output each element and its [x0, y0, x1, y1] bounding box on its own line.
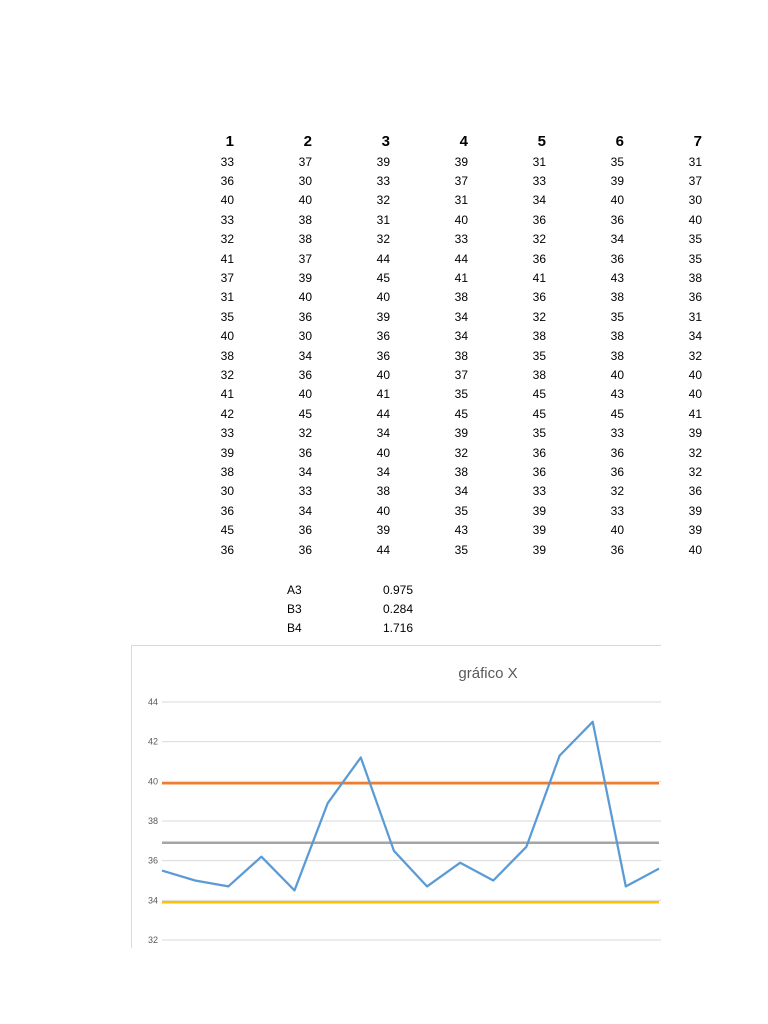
- table-cell: 34: [532, 193, 546, 208]
- table-cell: 36: [610, 445, 624, 460]
- table-cell: 45: [220, 523, 234, 538]
- table-row: [160, 501, 706, 520]
- table-cell: 36: [298, 445, 312, 460]
- table-cell: 38: [376, 484, 390, 499]
- table-cell: 39: [454, 426, 468, 441]
- y-tick-label: 40: [147, 776, 158, 787]
- table-cell: 36: [376, 348, 390, 363]
- table-row: [160, 307, 706, 326]
- table-cell: 38: [454, 290, 468, 305]
- table-cell: 32: [298, 426, 312, 441]
- table-cell: 39: [376, 309, 390, 324]
- table-row: [160, 443, 706, 462]
- table-cell: 35: [454, 503, 468, 518]
- constant-row: [283, 618, 443, 637]
- table-cell: 34: [454, 309, 468, 324]
- table-cell: 35: [532, 426, 546, 441]
- table-cell: 41: [220, 387, 234, 402]
- table-cell: 34: [688, 329, 702, 344]
- table-cell: 45: [454, 406, 468, 421]
- table-row: [160, 540, 706, 559]
- y-tick-label: 32: [147, 935, 158, 945]
- table-cell: 44: [454, 251, 468, 266]
- column-header-5: 5: [537, 132, 546, 150]
- column-header-2: 2: [303, 132, 312, 150]
- table-cell: 31: [688, 154, 702, 169]
- table-cell: 31: [688, 309, 702, 324]
- table-cell: 43: [610, 387, 624, 402]
- column-header-6: 6: [615, 132, 624, 150]
- table-cell: 31: [454, 193, 468, 208]
- y-tick-label: 34: [147, 895, 158, 906]
- table-cell: 44: [376, 406, 390, 421]
- table-cell: 36: [532, 251, 546, 266]
- chart-title: gráfico X: [458, 665, 518, 682]
- y-tick-label: 38: [147, 816, 158, 826]
- table-cell: 40: [454, 212, 468, 227]
- table-cell: 33: [454, 232, 468, 247]
- table-cell: 34: [454, 329, 468, 344]
- constant-name: B3: [287, 601, 302, 616]
- column-header-4: 4: [459, 132, 468, 150]
- table-cell: 35: [688, 232, 702, 247]
- table-cell: 33: [610, 503, 624, 518]
- table-cell: 39: [532, 523, 546, 538]
- table-cell: 32: [688, 445, 702, 460]
- table-cell: 32: [454, 445, 468, 460]
- table-cell: 41: [454, 271, 468, 286]
- table-cell: 37: [298, 251, 312, 266]
- table-cell: 32: [688, 348, 702, 363]
- y-tick-label: 44: [147, 697, 158, 707]
- table-cell: 40: [298, 387, 312, 402]
- table-cell: 32: [376, 193, 390, 208]
- table-row: [160, 210, 706, 229]
- table-row: [160, 346, 706, 365]
- table-cell: 33: [376, 174, 390, 189]
- table-cell: 36: [220, 174, 234, 189]
- table-cell: 36: [532, 290, 546, 305]
- table-cell: 34: [376, 464, 390, 479]
- table-cell: 32: [376, 232, 390, 247]
- table-row: [160, 423, 706, 442]
- table-cell: 35: [532, 348, 546, 363]
- constant-row: [283, 599, 443, 618]
- table-cell: 36: [298, 367, 312, 382]
- y-tick-label: 36: [147, 855, 158, 866]
- table-cell: 41: [688, 406, 702, 421]
- constant-value: 1.716: [383, 620, 414, 635]
- table-cell: 36: [376, 329, 390, 344]
- table-cell: 39: [532, 542, 546, 557]
- table-cell: 40: [376, 290, 390, 305]
- table-cell: 33: [610, 426, 624, 441]
- constant-name: A3: [287, 582, 302, 597]
- table-cell: 38: [220, 464, 234, 479]
- table-cell: 36: [298, 309, 312, 324]
- table-cell: 38: [532, 329, 546, 344]
- table-cell: 32: [610, 484, 624, 499]
- table-cell: 31: [532, 154, 546, 169]
- table-cell: 34: [298, 464, 312, 479]
- table-row: [160, 327, 706, 346]
- table-cell: 40: [610, 523, 624, 538]
- column-header-7: 7: [693, 132, 702, 150]
- constant-value: 0.975: [383, 582, 414, 597]
- table-cell: 43: [454, 523, 468, 538]
- table-cell: 39: [688, 523, 702, 538]
- table-cell: 38: [610, 329, 624, 344]
- table-cell: 32: [532, 309, 546, 324]
- table-cell: 40: [610, 193, 624, 208]
- table-cell: 31: [220, 290, 234, 305]
- table-cell: 39: [454, 154, 468, 169]
- table-row: [160, 520, 706, 539]
- table-cell: 36: [298, 542, 312, 557]
- table-cell: 35: [610, 309, 624, 324]
- table-cell: 45: [298, 406, 312, 421]
- table-row: [160, 268, 706, 287]
- table-cell: 36: [220, 542, 234, 557]
- table-row: [160, 230, 706, 249]
- table-cell: 40: [688, 387, 702, 402]
- table-cell: 36: [532, 212, 546, 227]
- table-cell: 34: [610, 232, 624, 247]
- table-cell: 36: [220, 503, 234, 518]
- constant-value: 0.284: [383, 601, 414, 616]
- table-cell: 39: [298, 271, 312, 286]
- table-row: [160, 288, 706, 307]
- table-cell: 37: [454, 367, 468, 382]
- table-cell: 36: [610, 212, 624, 227]
- table-cell: 38: [532, 367, 546, 382]
- table-row: [160, 249, 706, 268]
- table-cell: 35: [454, 387, 468, 402]
- table-cell: 40: [688, 367, 702, 382]
- table-header-row: [160, 130, 706, 152]
- table-cell: 33: [220, 154, 234, 169]
- table-cell: 30: [298, 329, 312, 344]
- table-row: [160, 152, 706, 171]
- table-cell: 37: [220, 271, 234, 286]
- table-cell: 40: [688, 542, 702, 557]
- table-body: [160, 152, 706, 559]
- table-cell: 38: [220, 348, 234, 363]
- table-cell: 39: [688, 503, 702, 518]
- table-cell: 45: [376, 271, 390, 286]
- table-cell: 44: [376, 251, 390, 266]
- table-cell: 34: [454, 484, 468, 499]
- table-cell: 43: [610, 271, 624, 286]
- constant-row: [283, 580, 443, 599]
- table-cell: 35: [220, 309, 234, 324]
- table-cell: 39: [376, 154, 390, 169]
- table-cell: 31: [376, 212, 390, 227]
- table-cell: 36: [610, 251, 624, 266]
- table-cell: 30: [688, 193, 702, 208]
- table-row: [160, 385, 706, 404]
- table-cell: 36: [610, 542, 624, 557]
- table-cell: 39: [688, 426, 702, 441]
- table-cell: 39: [376, 523, 390, 538]
- table-row: [160, 482, 706, 501]
- table-cell: 45: [610, 406, 624, 421]
- table-cell: 39: [220, 445, 234, 460]
- table-cell: 35: [610, 154, 624, 169]
- chart-container[interactable]: [131, 645, 661, 948]
- table-cell: 32: [220, 367, 234, 382]
- table-cell: 40: [376, 445, 390, 460]
- constant-name: B4: [287, 620, 302, 635]
- table-row: [160, 171, 706, 190]
- table-cell: 37: [688, 174, 702, 189]
- table-cell: 38: [454, 464, 468, 479]
- table-cell: 41: [220, 251, 234, 266]
- table-cell: 30: [220, 484, 234, 499]
- table-cell: 33: [532, 484, 546, 499]
- table-cell: 40: [220, 329, 234, 344]
- table-cell: 36: [532, 445, 546, 460]
- table-cell: 39: [532, 503, 546, 518]
- table-cell: 36: [532, 464, 546, 479]
- table-row: [160, 191, 706, 210]
- table-cell: 37: [454, 174, 468, 189]
- table-cell: 30: [298, 174, 312, 189]
- table-cell: 38: [298, 212, 312, 227]
- table-cell: 40: [220, 193, 234, 208]
- table-cell: 45: [532, 387, 546, 402]
- table-cell: 40: [610, 367, 624, 382]
- table-cell: 38: [610, 290, 624, 305]
- table-cell: 37: [298, 154, 312, 169]
- constants-table: [283, 580, 443, 637]
- table-cell: 35: [454, 542, 468, 557]
- table-cell: 34: [298, 348, 312, 363]
- table-cell: 32: [688, 464, 702, 479]
- table-cell: 39: [610, 174, 624, 189]
- column-header-1: 1: [225, 132, 234, 150]
- table-cell: 35: [688, 251, 702, 266]
- table-cell: 40: [376, 367, 390, 382]
- table-row: [160, 365, 706, 384]
- table-cell: 36: [298, 523, 312, 538]
- table-row: [160, 404, 706, 423]
- table-cell: 40: [688, 212, 702, 227]
- table-cell: 40: [376, 503, 390, 518]
- table-cell: 33: [220, 426, 234, 441]
- table-cell: 33: [532, 174, 546, 189]
- table-cell: 33: [298, 484, 312, 499]
- table-cell: 38: [688, 271, 702, 286]
- y-tick-label: 42: [147, 736, 158, 747]
- table-cell: 36: [688, 484, 702, 499]
- table-cell: 34: [376, 426, 390, 441]
- table-cell: 36: [688, 290, 702, 305]
- table-cell: 44: [376, 542, 390, 557]
- table-cell: 32: [532, 232, 546, 247]
- table-cell: 40: [298, 290, 312, 305]
- table-cell: 38: [610, 348, 624, 363]
- table-cell: 42: [220, 406, 234, 421]
- table-cell: 33: [220, 212, 234, 227]
- table-cell: 38: [454, 348, 468, 363]
- table-cell: 45: [532, 406, 546, 421]
- table-cell: 32: [220, 232, 234, 247]
- column-header-3: 3: [381, 132, 390, 150]
- table-cell: 36: [610, 464, 624, 479]
- table-row: [160, 462, 706, 481]
- table-cell: 41: [376, 387, 390, 402]
- table-cell: 38: [298, 232, 312, 247]
- data-table: [160, 130, 706, 559]
- table-cell: 41: [532, 271, 546, 286]
- chart-svg: [132, 646, 661, 948]
- table-cell: 40: [298, 193, 312, 208]
- series-line-0: [162, 722, 659, 891]
- table-cell: 34: [298, 503, 312, 518]
